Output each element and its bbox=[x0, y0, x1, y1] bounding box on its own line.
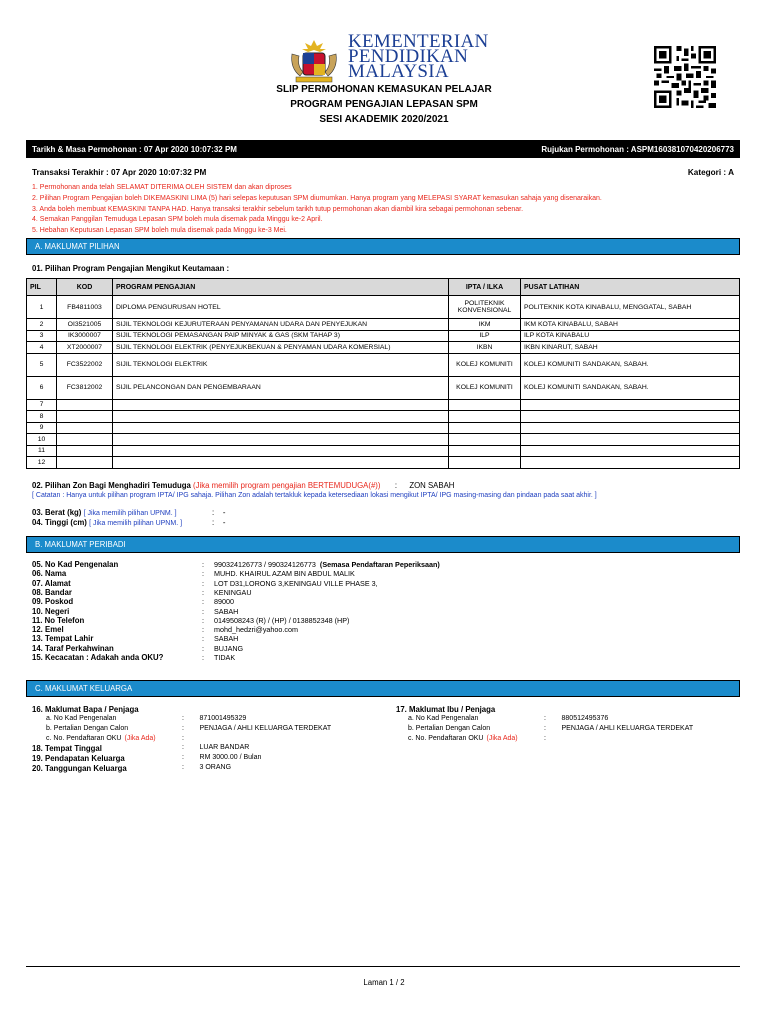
notes-list bbox=[32, 183, 734, 237]
family-field-label: b. Pertalian Dengan Calon bbox=[408, 725, 491, 732]
table-cell-pil: 9 bbox=[27, 422, 57, 434]
table-cell-kod: OI3521005 bbox=[57, 319, 113, 331]
slip-title-1: SLIP PERMOHONAN KEMASUKAN PELAJAR bbox=[276, 84, 492, 95]
table-cell-pusat: IKBN KINARUT, SABAH bbox=[521, 342, 740, 354]
table-row bbox=[27, 353, 740, 376]
header bbox=[0, 32, 768, 128]
table-cell-ipta: IKBN bbox=[449, 342, 521, 354]
personal-field-value-row: : SABAH bbox=[202, 634, 239, 644]
table-cell-pil: 3 bbox=[27, 330, 57, 342]
family-other-value-row: : 3 ORANG bbox=[182, 764, 232, 771]
table-cell-pil: 1 bbox=[27, 296, 57, 319]
personal-field-label: 07. Alamat bbox=[32, 578, 71, 588]
qr-code-icon bbox=[654, 46, 716, 108]
slip-title-2: PROGRAM PENGAJIAN LEPASAN SPM bbox=[290, 99, 478, 110]
oku-note: (Jika Ada) bbox=[486, 735, 518, 742]
question-04-value: - bbox=[222, 518, 226, 527]
family-other-label: 18. Tempat Tinggal bbox=[32, 744, 102, 753]
note-item: 1. Permohonan anda telah SELAMAT DITERIMA OLEH SISTEM dan akan diproses bbox=[32, 184, 292, 191]
family-field-value-row: : 880512495376 bbox=[544, 715, 609, 722]
family-field-value-row: : bbox=[544, 735, 562, 742]
family-field-label: a. No Kad Pengenalan bbox=[46, 715, 117, 722]
table-cell-kod: FC3812002 bbox=[57, 376, 113, 399]
category: Kategori : A bbox=[687, 168, 734, 177]
table-cell-pusat: IKM KOTA KINABALU, SABAH bbox=[521, 319, 740, 331]
note-item: 5. Hebahan Keputusan Lepasan SPM boleh mula disemak pada Minggu ke-3 Mei. bbox=[32, 227, 287, 235]
question-04 bbox=[32, 518, 182, 527]
ministry-line-3: MALAYSIA bbox=[348, 61, 449, 82]
table-row bbox=[27, 342, 740, 354]
table-cell-pil: 8 bbox=[27, 411, 57, 423]
table-cell-pusat bbox=[521, 434, 740, 446]
personal-field-value-row: : 0149508243 (R) / (HP) / 0138852348 (HP) bbox=[202, 615, 350, 625]
table-cell-pusat: ILP KOTA KINABALU bbox=[521, 330, 740, 342]
personal-field-value: TIDAK bbox=[213, 653, 236, 662]
table-cell-pil: 2 bbox=[27, 319, 57, 331]
personal-field-label: 08. Bandar bbox=[32, 587, 72, 597]
section-c-title: C. MAKLUMAT KELUARGA bbox=[35, 684, 133, 693]
table-cell-program: SIJIL PELANCONGAN DAN PENGEMBARAAN bbox=[113, 376, 449, 399]
family-field-label-row bbox=[46, 715, 116, 722]
section-a-header bbox=[26, 238, 740, 255]
footer-divider bbox=[26, 966, 740, 967]
question-04-label: 04. Tinggi (cm) bbox=[32, 518, 87, 527]
family-field-value-row: : 871001495329 bbox=[182, 715, 247, 722]
ministry-line-1: KEMENTERIAN bbox=[348, 31, 489, 52]
table-row bbox=[27, 330, 740, 342]
question-03-value: - bbox=[222, 508, 226, 517]
family-field-value: PENJAGA / AHLI KELUARGA TERDEKAT bbox=[561, 725, 694, 732]
question-03-note: [ Jika memilih pilihan UPNM. ] bbox=[83, 510, 177, 517]
table-cell-pil: 4 bbox=[27, 342, 57, 354]
family-field-label-row bbox=[408, 735, 518, 742]
note-item: 3. Anda boleh membuat KEMASKINI TANPA HAD. Hanya transaksi terakhir sebelum tarikh tutup permohonan akan diambil kira sebagai permohonan sebenar. bbox=[32, 205, 524, 213]
table-cell-kod bbox=[57, 457, 113, 469]
table-cell-program: SIJIL TEKNOLOGI PEMASANGAN PAIP MINYAK & GAS (SKM TAHAP 3) bbox=[113, 330, 449, 342]
father-title: 16. Maklumat Bapa / Penjaga bbox=[32, 705, 139, 714]
oku-note: (Jika Ada) bbox=[124, 735, 156, 742]
table-cell-pil: 12 bbox=[27, 457, 57, 469]
table-cell-pusat: KOLEJ KOMUNITI SANDAKAN, SABAH. bbox=[521, 353, 740, 376]
personal-field-label: 15. Kecacatan : Adakah anda OKU? bbox=[32, 653, 164, 662]
table-cell-ipta: POLITEKNIK KONVENSIONAL bbox=[449, 296, 521, 319]
family-other-value: LUAR BANDAR bbox=[199, 744, 250, 751]
zone-remark: [ Catatan : Hanya untuk pilihan program IPTA/ IPG sahaja. Pilihan Zon adalah tertakluk kepada ketersediaan lokasi mengikut IPTA/ IPG masing-masing dan pindaan pada saat akhir. ] bbox=[32, 492, 597, 499]
personal-field-label: 13. Tempat Lahir bbox=[32, 634, 94, 644]
family-other-value-row: : LUAR BANDAR bbox=[182, 744, 250, 751]
table-cell-ipta: ILP bbox=[449, 330, 521, 342]
personal-field-value-row: : BUJANG bbox=[202, 643, 244, 653]
family-field-label-row bbox=[46, 725, 128, 732]
personal-field-value: BUJANG bbox=[213, 643, 244, 653]
personal-field-value-row: : MUHD. KHAIRUL AZAM BIN ABDUL MALIK bbox=[202, 569, 355, 579]
personal-field-value-row: : mohd_hedzri@yahoo.com bbox=[202, 625, 298, 635]
family-field-value: 880512495376 bbox=[561, 715, 609, 722]
last-transaction-row bbox=[32, 168, 734, 177]
programme-choices-table bbox=[26, 278, 740, 469]
table-cell-kod bbox=[57, 411, 113, 423]
personal-field-label: 11. No Telefon bbox=[32, 615, 85, 625]
question-02-note: (Jika memilih program pengajian BERTEMUDUGA(#)) bbox=[193, 481, 381, 490]
personal-field-value-row: : 89000 bbox=[202, 597, 234, 607]
table-cell-program bbox=[113, 445, 449, 457]
personal-field-label: 06. Nama bbox=[32, 569, 67, 579]
table-cell-kod: XT2000007 bbox=[57, 342, 113, 354]
table-cell-program: SIJIL TEKNOLOGI ELEKTRIK bbox=[113, 353, 449, 376]
table-cell-pusat bbox=[521, 399, 740, 411]
table-row bbox=[27, 376, 740, 399]
table-cell-kod: FB4811003 bbox=[57, 296, 113, 319]
family-other-label: 19. Pendapatan Keluarga bbox=[32, 754, 125, 763]
question-03-value-row: : - bbox=[212, 508, 226, 517]
mother-title: 17. Maklumat Ibu / Penjaga bbox=[396, 705, 496, 714]
table-cell-ipta bbox=[449, 422, 521, 434]
family-other-value-row: : RM 3000.00 / Bulan bbox=[182, 754, 262, 761]
personal-field-extra: (Semasa Pendaftaran Peperiksaan) bbox=[319, 560, 440, 569]
ministry-name bbox=[348, 31, 489, 82]
question-02-value: ZON SABAH bbox=[409, 481, 455, 490]
section-b-title: B. MAKLUMAT PERIBADI bbox=[35, 540, 126, 549]
table-cell-program: SIJIL TEKNOLOGI ELEKTRIK (PENYEJUKBEKUAN & PENYAMAN UDARA KOMERSIAL) bbox=[113, 342, 449, 354]
personal-field-label: 09. Poskod bbox=[32, 597, 74, 607]
table-cell-pil: 7 bbox=[27, 399, 57, 411]
family-field-label: c. No. Pendaftaran OKU bbox=[46, 735, 122, 742]
personal-field-value-row: : LOT D31,LORONG 3,KENINGAU VILLE PHASE 3, bbox=[202, 578, 378, 588]
malaysia-crest-icon bbox=[286, 38, 342, 86]
column-header: PIL bbox=[27, 279, 57, 296]
family-field-label: c. No. Pendaftaran OKU bbox=[408, 735, 484, 742]
table-cell-kod bbox=[57, 434, 113, 446]
table-cell-pusat bbox=[521, 422, 740, 434]
personal-field-value-row: : 990324126773 / 990324126773 (Semasa Pendaftaran Peperiksaan) bbox=[202, 560, 440, 569]
table-cell-pil: 11 bbox=[27, 445, 57, 457]
table-cell-pusat bbox=[521, 411, 740, 423]
programme-choices-body bbox=[27, 296, 740, 469]
personal-field-value-row: : SABAH bbox=[202, 606, 239, 616]
family-field-label: b. Pertalian Dengan Calon bbox=[46, 725, 129, 732]
question-03 bbox=[32, 508, 177, 517]
family-other-value: RM 3000.00 / Bulan bbox=[199, 754, 262, 761]
personal-field-value: KENINGAU bbox=[213, 587, 252, 597]
table-row bbox=[27, 445, 740, 457]
slip-title-3: SESI AKADEMIK 2020/2021 bbox=[319, 114, 449, 125]
family-field-value-row: : bbox=[182, 735, 200, 742]
personal-field-value: 0149508243 (R) / (HP) / 0138852348 (HP) bbox=[213, 615, 350, 625]
page-number: Laman 1 / 2 bbox=[363, 978, 405, 987]
table-cell-kod: FC3522002 bbox=[57, 353, 113, 376]
note-item: 4. Semakan Panggilan Temuduga Lepasan SPM boleh mula disemak pada Minggu ke-2 April. bbox=[32, 216, 323, 224]
table-cell-ipta: KOLEJ KOMUNITI bbox=[449, 376, 521, 399]
personal-field-value: MUHD. KHAIRUL AZAM BIN ABDUL MALIK bbox=[213, 569, 355, 579]
table-header-row bbox=[27, 279, 740, 296]
table-cell-pusat: KOLEJ KOMUNITI SANDAKAN, SABAH. bbox=[521, 376, 740, 399]
personal-field-value: 89000 bbox=[213, 597, 234, 607]
family-other-value: 3 ORANG bbox=[199, 764, 232, 771]
table-cell-ipta: IKM bbox=[449, 319, 521, 331]
column-header: IPTA / ILKA bbox=[449, 279, 521, 296]
section-c-header bbox=[26, 680, 740, 697]
table-cell-pil: 10 bbox=[27, 434, 57, 446]
last-transaction: Transaksi Terakhir : 07 Apr 2020 10:07:32 PM bbox=[32, 168, 207, 177]
table-cell-program: SIJIL TEKNOLOGI KEJURUTERAAN PENYAMANAN UDARA DAN PENYEJUKAN bbox=[113, 319, 449, 331]
section-b-header bbox=[26, 536, 740, 553]
question-03-label: 03. Berat (kg) bbox=[32, 508, 82, 517]
personal-field-value: mohd_hedzri@yahoo.com bbox=[213, 625, 298, 635]
section-a-title: A. MAKLUMAT PILIHAN bbox=[35, 242, 120, 251]
table-row bbox=[27, 411, 740, 423]
table-cell-kod bbox=[57, 399, 113, 411]
table-row bbox=[27, 422, 740, 434]
question-01: 01. Pilihan Program Pengajian Mengikut Keutamaan : bbox=[32, 264, 230, 273]
personal-field-value-row: : TIDAK bbox=[202, 653, 236, 662]
table-cell-program: DIPLOMA PENGURUSAN HOTEL bbox=[113, 296, 449, 319]
table-row bbox=[27, 434, 740, 446]
table-cell-program bbox=[113, 411, 449, 423]
personal-field-label: 05. No Kad Pengenalan bbox=[32, 560, 119, 569]
family-field-value: 871001495329 bbox=[199, 715, 247, 722]
table-cell-pusat: POLITEKNIK KOTA KINABALU, MENGGATAL, SABAH bbox=[521, 296, 740, 319]
family-field-label-row bbox=[46, 735, 156, 742]
question-02-label: 02. Pilihan Zon Bagi Menghadiri Temuduga bbox=[32, 481, 191, 490]
personal-field-label: 10. Negeri bbox=[32, 606, 70, 616]
application-info-bar bbox=[26, 140, 740, 158]
table-row bbox=[27, 399, 740, 411]
family-field-value-row: : PENJAGA / AHLI KELUARGA TERDEKAT bbox=[182, 725, 332, 732]
personal-field-label: 14. Taraf Perkahwinan bbox=[32, 643, 114, 653]
table-cell-ipta: KOLEJ KOMUNITI bbox=[449, 353, 521, 376]
family-field-label: a. No Kad Pengenalan bbox=[408, 715, 479, 722]
table-cell-ipta bbox=[449, 457, 521, 469]
personal-field-value: 990324126773 / 990324126773 bbox=[213, 560, 316, 569]
family-field-label-row bbox=[408, 725, 490, 732]
ministry-line-2: PENDIDIKAN bbox=[348, 46, 469, 67]
table-cell-kod bbox=[57, 445, 113, 457]
table-cell-program bbox=[113, 422, 449, 434]
personal-field-value: SABAH bbox=[213, 606, 239, 616]
question-02 bbox=[32, 481, 454, 490]
personal-field-label: 12. Emel bbox=[32, 625, 64, 635]
question-02-separator: : bbox=[394, 481, 397, 490]
family-field-value-row: : PENJAGA / AHLI KELUARGA TERDEKAT bbox=[544, 725, 694, 732]
table-cell-program bbox=[113, 399, 449, 411]
column-header: PUSAT LATIHAN bbox=[521, 279, 740, 296]
question-04-value-row: : - bbox=[212, 518, 226, 527]
table-cell-kod: IK3000007 bbox=[57, 330, 113, 342]
table-cell-ipta bbox=[449, 411, 521, 423]
table-cell-program bbox=[113, 457, 449, 469]
table-row bbox=[27, 296, 740, 319]
question-04-note: [ Jika memilih pilihan UPNM. ] bbox=[89, 520, 183, 527]
table-cell-pil: 6 bbox=[27, 376, 57, 399]
table-cell-pil: 5 bbox=[27, 353, 57, 376]
table-cell-pusat bbox=[521, 445, 740, 457]
table-cell-ipta bbox=[449, 434, 521, 446]
table-cell-pusat bbox=[521, 457, 740, 469]
table-cell-kod bbox=[57, 422, 113, 434]
column-header: KOD bbox=[57, 279, 113, 296]
family-other-label: 20. Tanggungan Keluarga bbox=[32, 764, 127, 773]
note-item: 2. Pilihan Program Pengajian boleh DIKEMASKINI LIMA (5) hari selepas keputusan SPM diumumkan. Hanya program yang MELEPASI SYARAT kemasukan sahaja yang disenaraikan. bbox=[32, 194, 602, 202]
table-row bbox=[27, 319, 740, 331]
table-cell-ipta bbox=[449, 399, 521, 411]
family-field-value: PENJAGA / AHLI KELUARGA TERDEKAT bbox=[199, 725, 332, 732]
table-cell-ipta bbox=[449, 445, 521, 457]
personal-field-value: SABAH bbox=[213, 634, 239, 644]
slip-titles bbox=[0, 82, 768, 127]
application-datetime: Tarikh & Masa Permohonan : 07 Apr 2020 10:07:32 PM bbox=[32, 144, 237, 154]
family-field-label-row bbox=[408, 715, 478, 722]
column-header: PROGRAM PENGAJIAN bbox=[113, 279, 449, 296]
table-cell-program bbox=[113, 434, 449, 446]
table-row bbox=[27, 457, 740, 469]
personal-field-value-row: : KENINGAU bbox=[202, 587, 252, 597]
application-reference: Rujukan Permohonan : ASPM160381070420206773 bbox=[541, 144, 734, 154]
personal-field-value: LOT D31,LORONG 3,KENINGAU VILLE PHASE 3, bbox=[213, 578, 378, 588]
